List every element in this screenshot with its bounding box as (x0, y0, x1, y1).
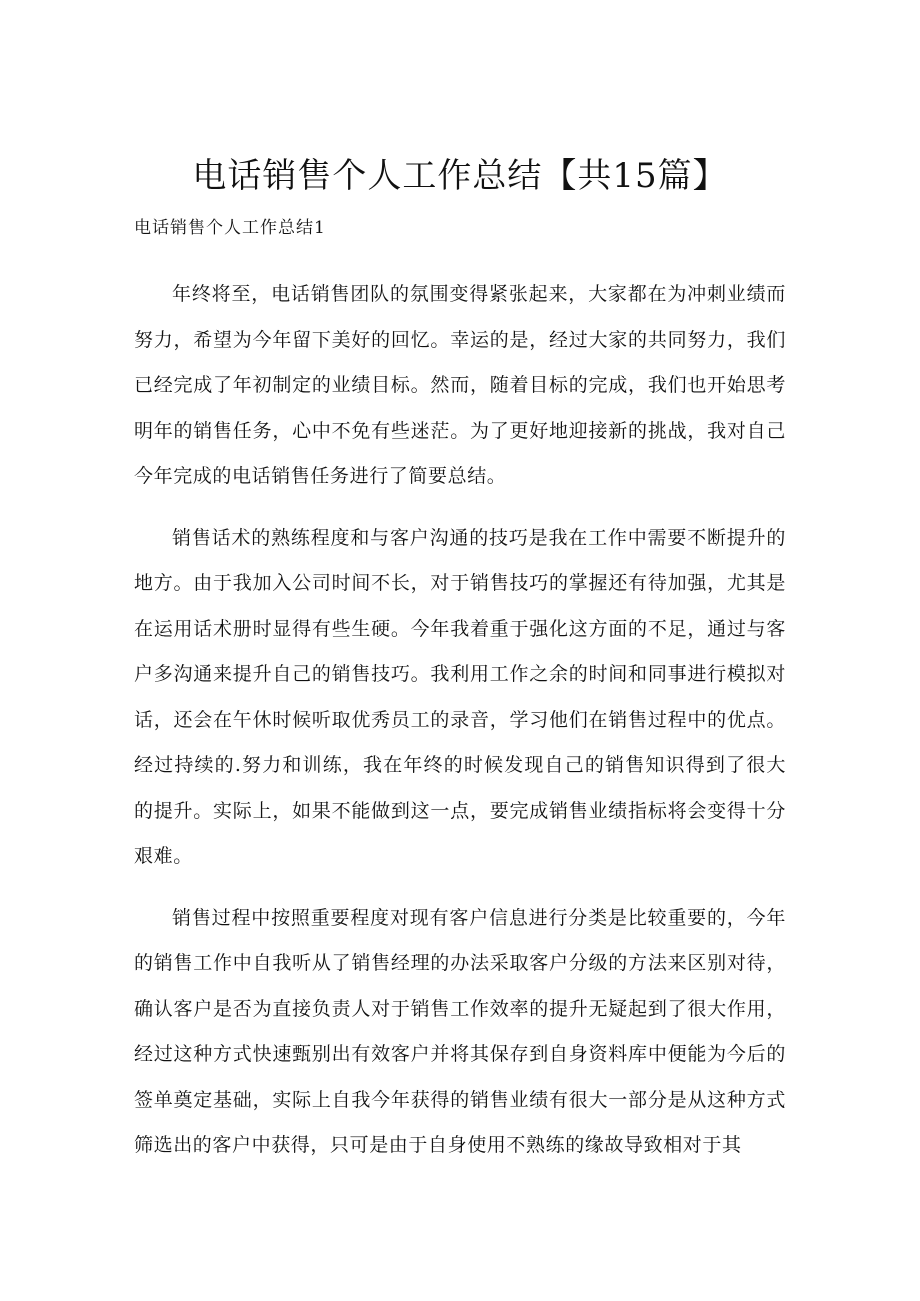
paragraph-1: 年终将至，电话销售团队的氛围变得紧张起来，大家都在为冲刺业绩而努力，希望为今年留下美好的回忆。幸运的是，经过大家的共同努力，我们已经完成了年初制定的业绩目标。然而，随着目标的完成，我们也开始思考明年的销售任务，心中不免有些迷茫。为了更好地迎接新的挑战，我对自己今年完成的电话销售任务进行了简要总结。 (134, 283, 786, 487)
paragraph-3: 销售过程中按照重要程度对现有客户信息进行分类是比较重要的，今年的销售工作中自我听从了销售经理的办法采取客户分级的方法来区别对待，确认客户是否为直接负责人对于销售工作效率的提升无疑起到了很大作用，经过这种方式快速甄别出有效客户并将其保存到自身资料库中便能为今后的签单奠定基础，实际上自我今年获得的销售业绩有很大一部分是从这种方式筛选出的客户中获得，只可是由于自身使用不熟练的缘故导致相对于其 (134, 906, 786, 1156)
document-body (134, 272, 786, 1185)
section-heading: 电话销售个人工作总结1 (134, 218, 326, 238)
paragraph-2: 销售话术的熟练程度和与客户沟通的技巧是我在工作中需要不断提升的地方。由于我加入公司时间不长，对于销售技巧的掌握还有待加强，尤其是在运用话术册时显得有些生硬。今年我着重于强化这方面的不足，通过与客户多沟通来提升自己的销售技巧。我利用工作之余的时间和同事进行模拟对话，还会在午休时候听取优秀员工的录音，学习他们在销售过程中的优点。经过持续的.努力和训练，我在年终的时候发现自己的销售知识得到了很大的提升。实际上，如果不能做到这一点，要完成销售业绩指标将会变得十分艰难。 (134, 526, 786, 867)
document-title: 电话销售个人工作总结【共15篇】 (192, 156, 728, 196)
